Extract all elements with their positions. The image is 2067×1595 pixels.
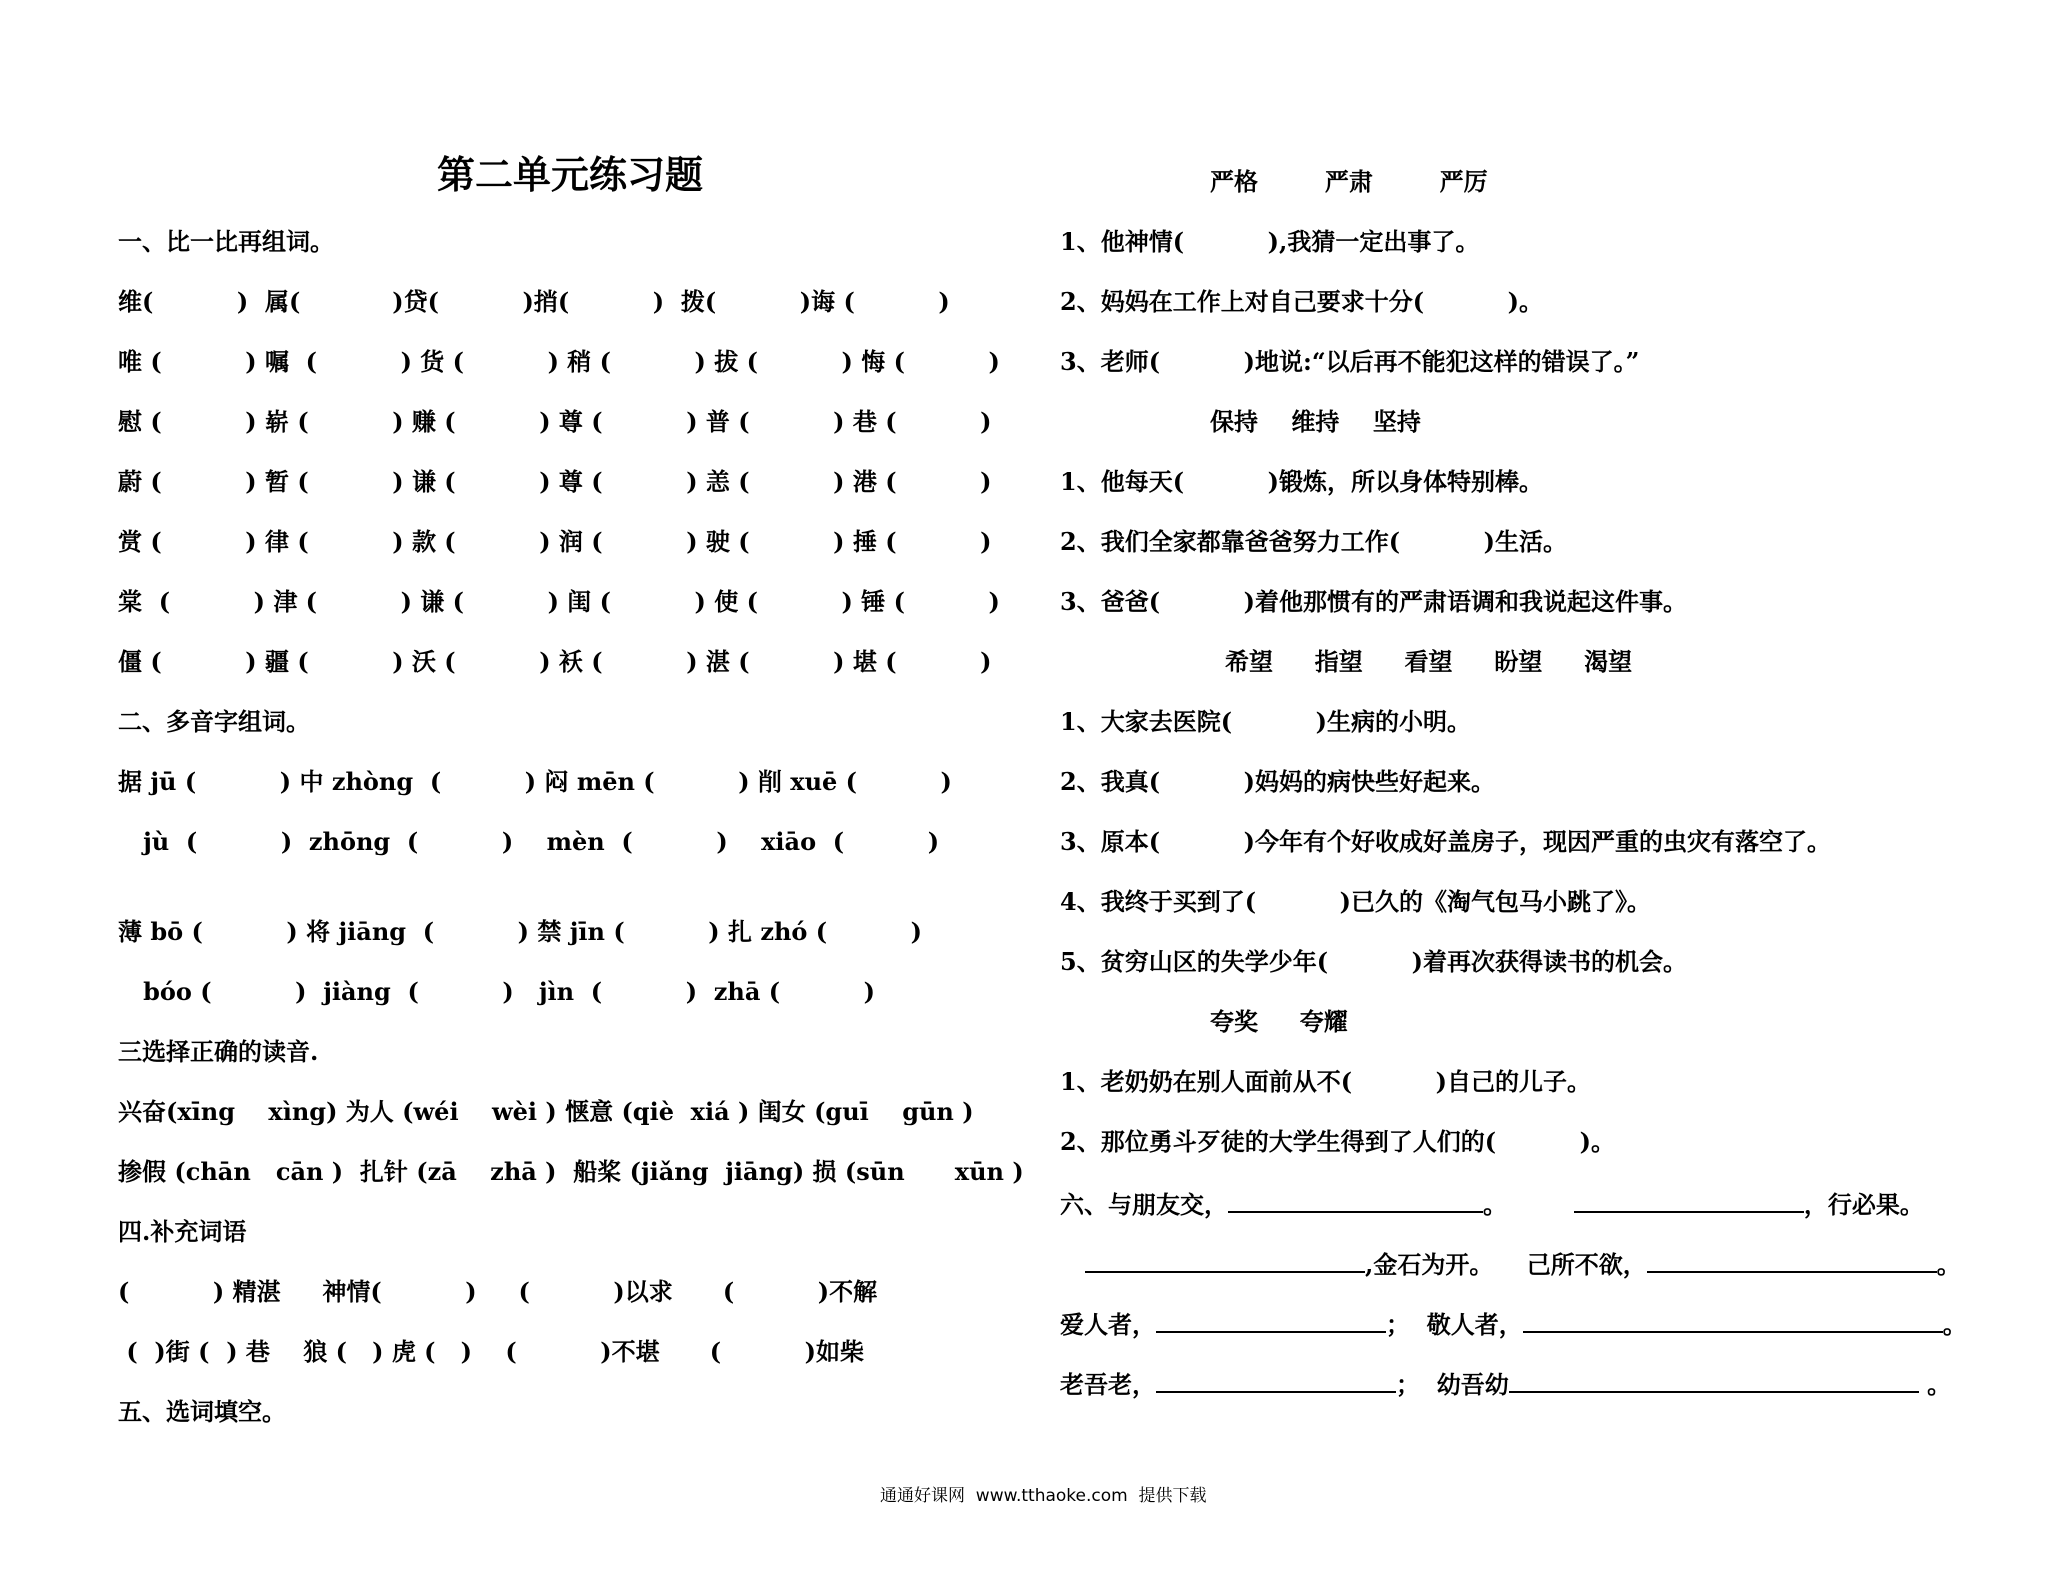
fill-sentence: 3、原本( )今年有个好收成好盖房子，现因严重的虫灾有落空了。 bbox=[1060, 827, 1831, 856]
s6-text: ； 敬人者， bbox=[1386, 1310, 1523, 1339]
fill-sentence: 3、爸爸( )着他那惯有的严肃语调和我说起这件事。 bbox=[1060, 587, 1687, 616]
fill-sentence: 2、那位勇斗歹徒的大学生得到了人们的( )。 bbox=[1060, 1127, 1615, 1156]
s6-text: 爱人者， bbox=[1060, 1310, 1156, 1339]
blank-line[interactable] bbox=[1228, 1187, 1483, 1213]
fill-sentence: 1、他神情( ),我猜一定出事了。 bbox=[1060, 227, 1480, 256]
section-5-heading: 五、选词填空。 bbox=[118, 1397, 286, 1426]
blank-line[interactable] bbox=[1085, 1247, 1365, 1273]
section-4-row: ( )街 ( ) 巷 狼 ( ) 虎 ( ) ( )不堪 ( )如柴 bbox=[118, 1337, 865, 1366]
section-2-row: 据 jū ( ) 中 zhòng ( ) 闷 mēn ( ) 削 xuē ( ) bbox=[118, 767, 952, 796]
blank-line[interactable] bbox=[1574, 1187, 1804, 1213]
s6-text: 。 bbox=[1942, 1310, 1967, 1339]
fill-sentence: 1、大家去医院( )生病的小明。 bbox=[1060, 707, 1471, 736]
blank-line[interactable] bbox=[1509, 1367, 1919, 1393]
section-3-row: 兴奋(xīng xìng) 为人 (wéi wèi ) 惬意 (qiè xiá ) 闺女 (guī gūn ) bbox=[118, 1097, 974, 1126]
s6-text: 六、与朋友交， bbox=[1060, 1190, 1228, 1219]
fill-sentence: 1、他每天( )锻炼，所以身体特别棒。 bbox=[1060, 467, 1543, 496]
section-1-row: 唯 ( ) 嘱 ( ) 货 ( ) 稍 ( ) 拔 ( ) 悔 ( ) bbox=[118, 347, 1000, 376]
s6-text: 。 bbox=[1927, 1370, 1952, 1399]
s6-text: 。 bbox=[1936, 1250, 1961, 1279]
fill-sentence: 4、我终于买到了( )已久的《淘气包马小跳了》。 bbox=[1060, 887, 1651, 916]
blank-line[interactable] bbox=[1156, 1367, 1396, 1393]
section-1-row: 维( ) 属( )贷( )捎( ) 拨( )诲 ( ) bbox=[118, 287, 950, 316]
section-1-row: 慰 ( ) 崭 ( ) 赚 ( ) 尊 ( ) 普 ( ) 巷 ( ) bbox=[118, 407, 992, 436]
section-2-row: jù ( ) zhōng ( ) mèn ( ) xiāo ( ) bbox=[118, 827, 940, 856]
fill-sentence: 5、贫穷山区的失学少年( )着再次获得读书的机会。 bbox=[1060, 947, 1687, 976]
section-2-row: 薄 bō ( ) 将 jiāng ( ) 禁 jīn ( ) 扎 zhó ( ) bbox=[118, 917, 923, 946]
fill-sentence: 2、我们全家都靠爸爸努力工作( )生活。 bbox=[1060, 527, 1567, 556]
fill-sentence: 1、老奶奶在别人面前从不( )自己的儿子。 bbox=[1060, 1067, 1591, 1096]
section-6-line-1 bbox=[1060, 1187, 1924, 1220]
s6-text: ； 幼吾幼 bbox=[1396, 1370, 1509, 1399]
section-2-row: bóo ( ) jiàng ( ) jìn ( ) zhā ( ) bbox=[118, 977, 876, 1006]
footer-credit: 通通好课网 www.tthaoke.com 提供下载 bbox=[880, 1486, 1207, 1506]
fill-sentence: 2、我真( )妈妈的病快些好起来。 bbox=[1060, 767, 1495, 796]
section-2-heading: 二、多音字组词。 bbox=[118, 707, 310, 736]
fill-sentence: 2、妈妈在工作上对自己要求十分( )。 bbox=[1060, 287, 1543, 316]
page-title: 第二单元练习题 bbox=[437, 152, 704, 197]
s6-text: 老吾老， bbox=[1060, 1370, 1156, 1399]
section-6-line-4 bbox=[1060, 1367, 1951, 1400]
section-1-row: 赏 ( ) 律 ( ) 款 ( ) 润 ( ) 驶 ( ) 捶 ( ) bbox=[118, 527, 992, 556]
section-4-heading: 四.补充词语 bbox=[118, 1217, 247, 1246]
s6-text: ，行必果。 bbox=[1803, 1190, 1924, 1219]
section-4-row: ( ) 精湛 神情( ) ( )以求 ( )不解 bbox=[118, 1277, 878, 1306]
blank-line[interactable] bbox=[1647, 1247, 1937, 1273]
word-group-2: 保持 维持 坚持 bbox=[1210, 407, 1421, 436]
s6-text: 。 bbox=[1483, 1190, 1507, 1219]
section-3-row: 掺假 (chān cān ) 扎针 (zā zhā ) 船桨 (jiǎng jiāng) 损 (sūn xūn ) bbox=[118, 1157, 1024, 1186]
blank-line[interactable] bbox=[1523, 1307, 1943, 1333]
section-6-line-3 bbox=[1060, 1307, 1967, 1340]
section-3-heading: 三选择正确的读音. bbox=[118, 1037, 319, 1066]
fill-sentence: 3、老师( )地说:“以后再不能犯这样的错误了。” bbox=[1060, 347, 1640, 376]
blank-line[interactable] bbox=[1156, 1307, 1386, 1333]
s6-text: ,金石为开。 bbox=[1365, 1250, 1494, 1279]
section-1-heading: 一、比一比再组词。 bbox=[118, 227, 334, 256]
word-group-3: 希望 指望 看望 盼望 渴望 bbox=[1225, 647, 1633, 676]
word-group-4: 夸奖 夸耀 bbox=[1210, 1007, 1348, 1036]
section-6-line-2 bbox=[1085, 1247, 1961, 1280]
section-1-row: 棠 ( ) 津 ( ) 谦 ( ) 闺 ( ) 使 ( ) 锤 ( ) bbox=[118, 587, 1000, 616]
word-group-1: 严格 严肃 严厉 bbox=[1210, 167, 1488, 196]
s6-text: 己所不欲， bbox=[1526, 1250, 1647, 1279]
section-1-row: 僵 ( ) 疆 ( ) 沃 ( ) 袄 ( ) 湛 ( ) 堪 ( ) bbox=[118, 647, 992, 676]
section-1-row: 蔚 ( ) 暂 ( ) 谦 ( ) 尊 ( ) 恙 ( ) 港 ( ) bbox=[118, 467, 992, 496]
